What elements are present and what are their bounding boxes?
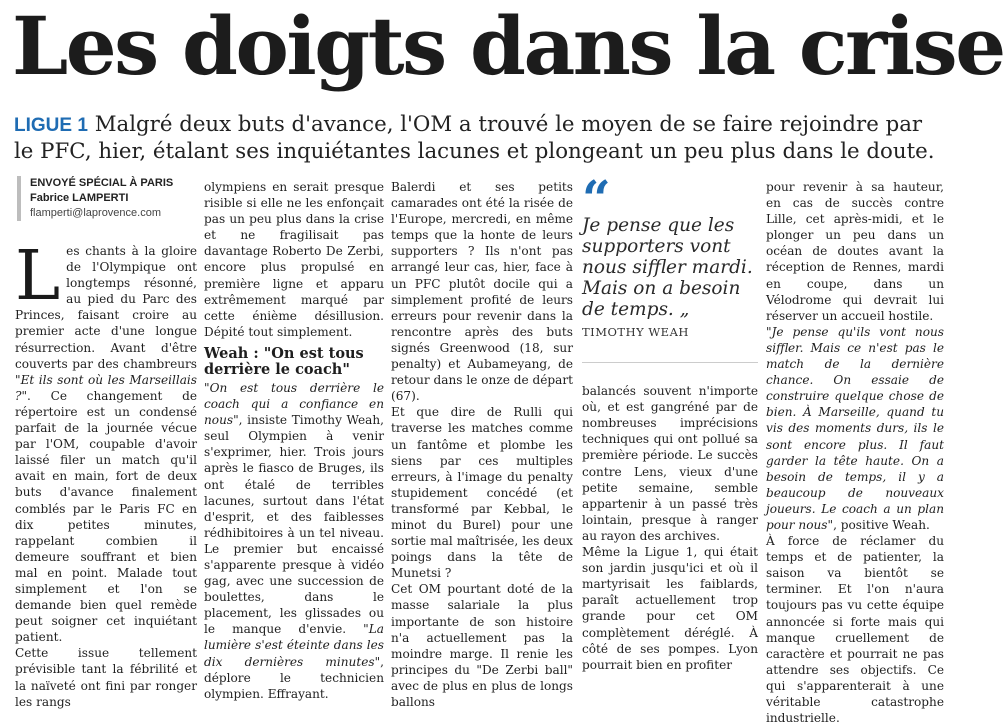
paragraph: "Je pense qu'ils vont nous siffler. Mais ce n'est pas le match de la dernière chance. On essaie de construire quelque chose de bien. À Marseille, quand tu vis des moments durs, ils le sont encore plus. Il faut garder la tête haute. On a besoin de temps, il y a beaucoup de nouveaux joueurs. Le coach a un plan pour nous", positive Weah.: [766, 324, 944, 532]
column-3: [391, 179, 573, 709]
paragraph: Cette issue tellement prévisible tant la fébrilité et la naïveté ont fini par ronger les rangs: [15, 646, 197, 709]
paragraph: À force de réclamer du temps et de patienter, la saison va bientôt se terminer. Et l'on n'aura toujours pas vu cette équipe annoncée si forte mais qui manque cruellement de caractère et pourrait ne pas attendre ses objectifs. Ce qui s'apparenterait à une véritable catastrophe industrielle.: [766, 534, 944, 726]
paragraph: Même la Ligue 1, qui était son jardin jusqu'ici et où il martyrisait les faiblards, paraît actuellement trop grande pour cet OM complètement déréglé. À côté de ses pompes. Lyon pourrait bien en profiter: [582, 545, 758, 672]
paragraph: Balerdi et ses petits camarades ont été la risée de l'Europe, mercredi, en même temps que la honte de leurs supporters ? Ils n'ont pas arrangé leur cas, hier, face à un PFC plutôt docile qui a simplement profité de leurs erreurs pour revenir dans la rencontre après des buts signés Greenwood (18, sur penalty) et Aubameyang, de retour dans le onze de départ (67).: [391, 180, 573, 404]
divider: [582, 362, 758, 363]
pull-quote: Je pense que les supporters vont nous siffler mardi. Mais on a besoin de temps. „: [582, 215, 753, 320]
paragraph: olympiens en serait presque risible si elle ne les enfonçait pas un peu plus dans la crise et ne fragilisait pas davantage Roberto De Zerbi, encore plus propulsé en première ligne et apparu extrêmement marqué par cette énième désillusion. Dépité tout simplement.: [204, 180, 384, 339]
column-4: [582, 169, 758, 672]
paragraph: pour revenir à sa hauteur, en cas de succès contre Lille, cet après-midi, et le plonger un peu dans un océan de doutes avant la réception de Rennes, mardi en coupe, dans un Vélodrome qui devrait lui réserver un accueil hostile.: [766, 180, 944, 323]
headline: Les doigts dans la crise: [12, 0, 1004, 93]
byline-role: ENVOYÉ SPÉCIAL À PARIS: [30, 177, 174, 189]
column-1: [15, 176, 197, 709]
lede-text: Malgré deux buts d'avance, l'OM a trouvé le moyen de se faire rejoindre par le PFC, hier, étalant ses inquiétantes lacunes et plongeant un peu plus dans le doute.: [14, 112, 935, 164]
paragraph: "On est tous derrière le coach qui a confiance en nous", insiste Timothy Weah, seul Olympien à venir s'exprimer, hier. Trois jours après le fiasco de Bruges, ils ont étalé de terribles lacunes, surtout dans l'état d'esprit, et des faiblesses rédhibitoires à un tel niveau. Le premier but encaissé s'apparente presque à vidéo gag, avec une succession de boulettes, dans le placement, les glissades ou le manque d'envie. "La lumière s'est éteinte dans les dix dernières minutes", déplore le technicien olympien. Effrayant.: [204, 380, 384, 701]
section-kicker: LIGUE 1: [14, 115, 88, 136]
column-5: [766, 179, 944, 726]
drop-cap: L: [15, 237, 61, 316]
byline-email: flamperti@laprovence.com: [30, 207, 161, 219]
paragraph: Et que dire de Rulli qui traverse les matches comme un fantôme et plombe les siens par ces multiples erreurs, à l'image du penalty stupidement concédé (et transformé par Kebbal, le minot du Burel) pour une sortie mal maîtrisée, les deux poings dans la tête de Munetsi ?: [391, 405, 573, 581]
paragraph: balancés souvent n'importe où, et est gangréné par de nombreuses imprécisions techniques qui ont pollué sa première période. Le succès contre Lens, vieux d'une petite semaine, semble appartenir à un passé très lointain, presque à ranger au rayon des archives.: [582, 384, 758, 543]
lede: [14, 112, 939, 165]
byline: [17, 176, 197, 221]
subheading: Weah : "On est tous derrière le coach": [204, 344, 364, 378]
paragraph-intro: Les chants à la gloire de l'Olympique ont longtemps résonné, au pied du Parc des Princes, faisant croire au premier acte d'une longue résurrection. Avant d'être couverts par des chambreurs "Et ils sont où les Marseillais ?". Ce changement de répertoire est un condensé parfait de la journée vécue par l'OM, coupable d'avoir laissé filer un match qu'il avait en main, fort de deux buts d'avance finalement comblés par le Paris FC en dix petites minutes, rappelant combien il demeure souffrant et bien mal en point. Malade tout simplement et l'on se demande bien quel remède peut soigner cet inquiétant patient.: [15, 237, 197, 645]
pull-quote-attribution: TIMOTHY WEAH: [582, 325, 689, 339]
paragraph: Cet OM pourtant doté de la masse salariale la plus importante de son histoire n'a actuellement pas la moindre marge. Il renie les principes du "De Zerbi ball" avec de plus en plus de longs ballons: [391, 582, 573, 709]
column-2: [204, 179, 384, 701]
quote-mark-icon: “: [582, 169, 611, 228]
byline-author: Fabrice LAMPERTI: [30, 192, 129, 204]
